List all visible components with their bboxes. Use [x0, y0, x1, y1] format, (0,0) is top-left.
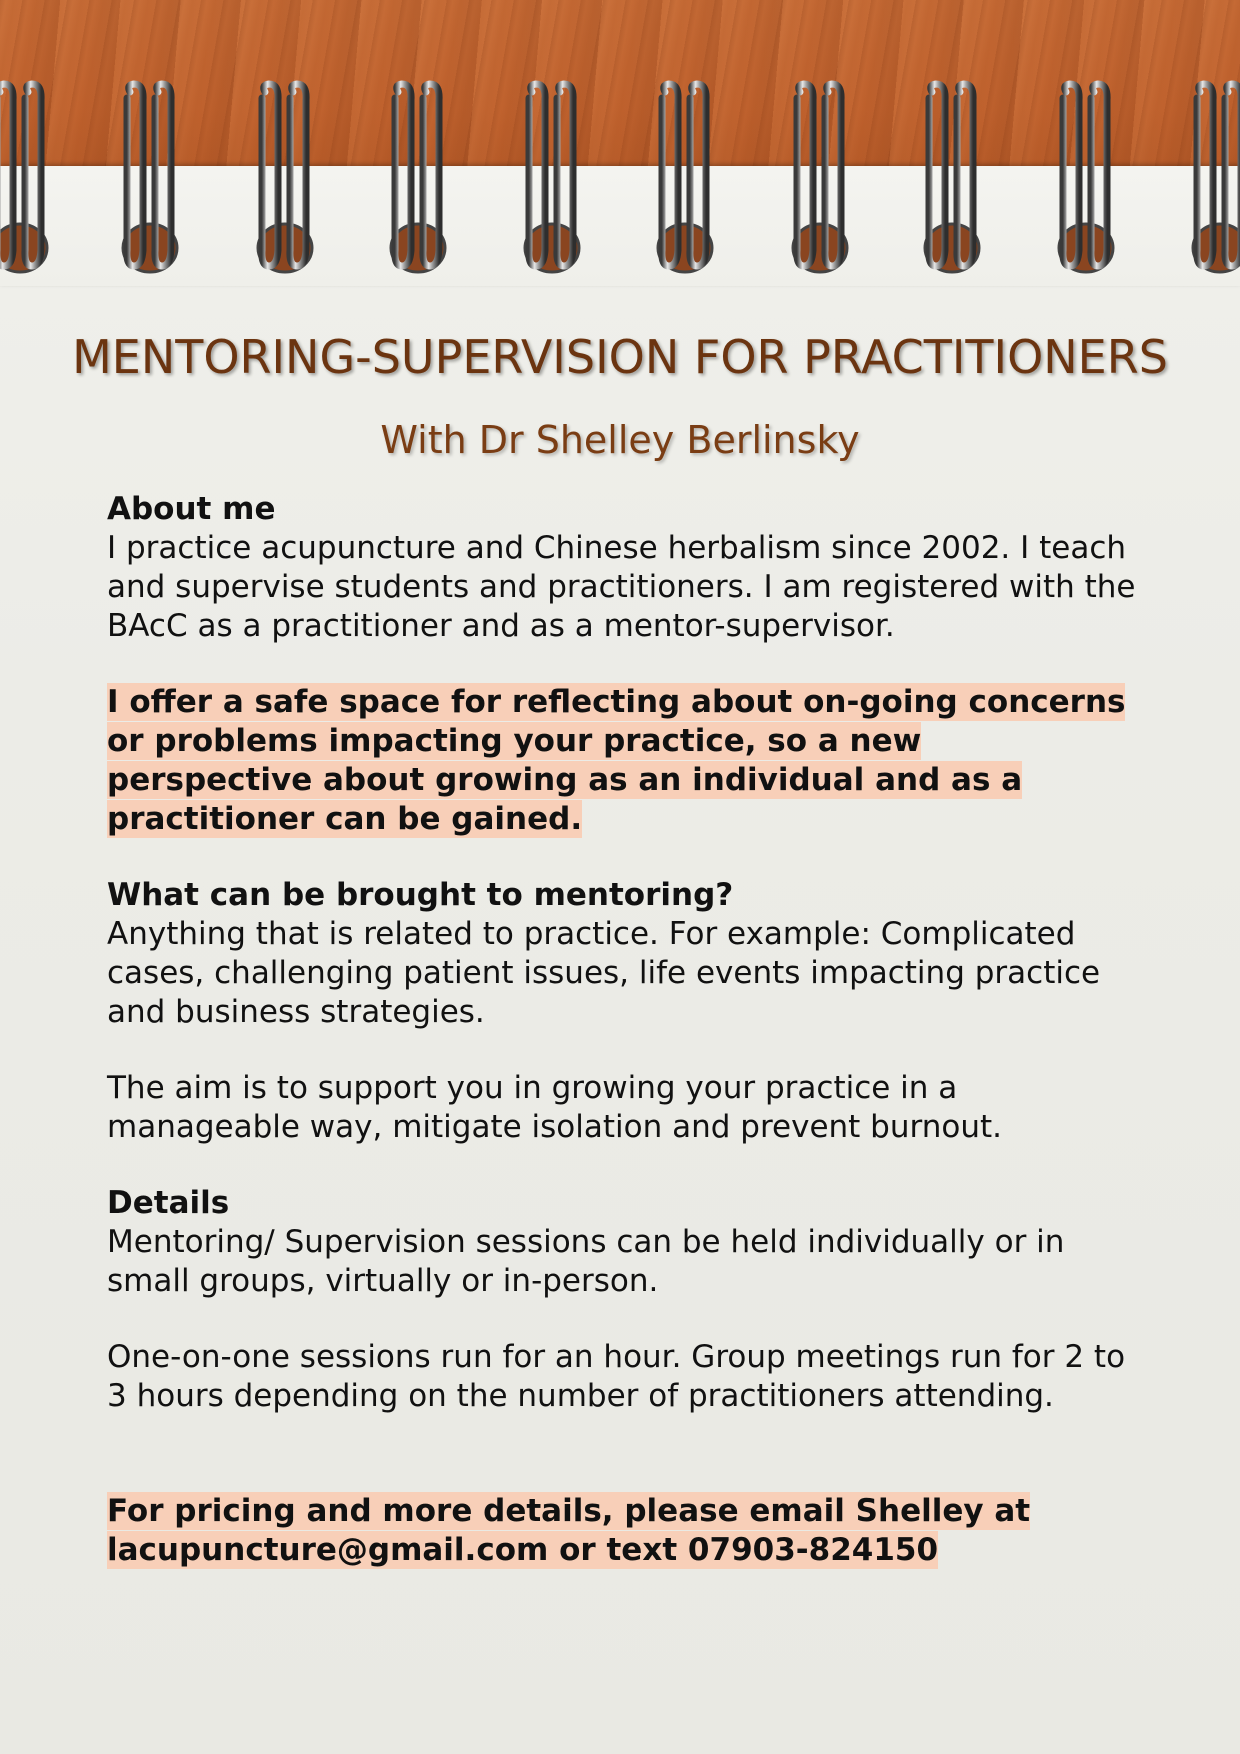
aim-text: The aim is to support you in growing your practice in a manageable way, mitigate isolation and prevent burnout.	[107, 1070, 1002, 1145]
spiral-ring	[391, 84, 445, 272]
spiral-ring	[525, 84, 579, 272]
spiral-ring	[123, 84, 177, 272]
spiral-ring	[1059, 84, 1113, 272]
details-text: Mentoring/ Supervision sessions can be held individually or in small groups, virtually or in-person.	[107, 1224, 1065, 1299]
spiral-ring	[925, 84, 979, 272]
details-heading: Details	[107, 1185, 230, 1221]
mentoring-heading: What can be brought to mentoring?	[107, 877, 734, 913]
spiral-ring	[793, 84, 847, 272]
flyer-content	[107, 490, 1137, 1570]
about-text: I practice acupuncture and Chinese herbalism since 2002. I teach and supervise students and practitioners. I am registered with the BAcC as a practitioner and as a mentor-supervisor.	[107, 530, 1136, 644]
page-title: MENTORING-SUPERVISION FOR PRACTITIONERS	[72, 330, 1168, 384]
spiral-rings-icon	[0, 0, 1240, 300]
page-subtitle: With Dr Shelley Berlinsky	[380, 418, 860, 462]
spiral-ring	[0, 84, 47, 272]
mentoring-text: Anything that is related to practice. For example: Complicated cases, challenging patient issues, life events impacting practice and business strategies.	[107, 916, 1101, 1030]
spiral-ring	[258, 84, 312, 272]
sessions-text: One-on-one sessions run for an hour. Group meetings run for 2 to 3 hours depending on the number of practitioners attending.	[107, 1339, 1126, 1414]
spiral-ring	[1193, 84, 1240, 272]
offer-highlight: I offer a safe space for reflecting about on-going concerns or problems impacting your practice, so a new perspective about growing as an individual and as a practitioner can be gained.	[107, 684, 1126, 837]
spiral-ring	[658, 84, 712, 272]
contact-highlight: For pricing and more details, please email Shelley at lacupuncture@gmail.com or text 07903-824150	[107, 1493, 1031, 1568]
about-heading: About me	[107, 491, 276, 527]
